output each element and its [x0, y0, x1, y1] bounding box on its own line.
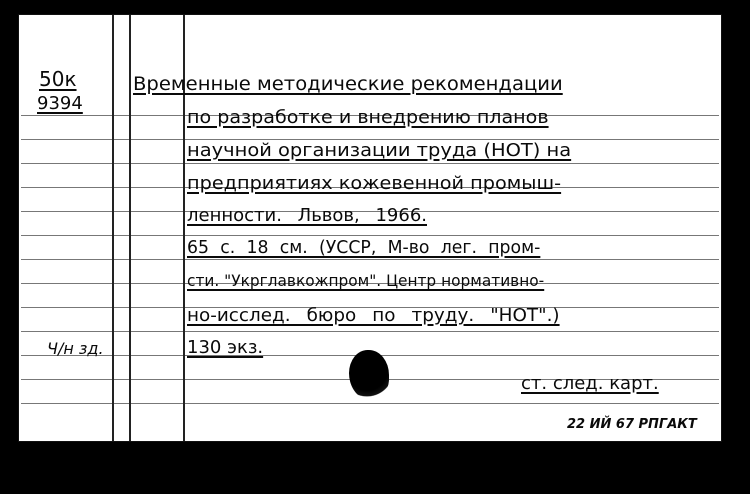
- margin-line-middle: [129, 15, 131, 441]
- card-line-1: Временные методические рекомендации: [133, 73, 563, 95]
- margin-note: Ч/н зд.: [47, 339, 104, 358]
- date-stamp: 22 ИЙ 67 РПГАКТ: [567, 417, 697, 432]
- card-line-8: но-исслед. бюро по труду. "НОТ".): [187, 305, 560, 326]
- ink-blot: [349, 350, 389, 400]
- see-next-card: ст. след. карт.: [521, 373, 659, 394]
- card-line-6: 65 с. 18 см. (УССР, М-во лег. пром-: [187, 237, 541, 258]
- card-line-7: сти. "Укрглавкожпром". Центр нормативно-: [187, 271, 545, 290]
- card-line-3: научной организации труда (НОТ) на: [187, 140, 572, 161]
- card-line-9: 130 экз.: [187, 337, 264, 358]
- ruled-line: [21, 331, 719, 332]
- card-line-5: ленности. Львов, 1966.: [187, 205, 427, 226]
- catalog-card: [18, 14, 722, 442]
- ruled-line: [21, 403, 719, 404]
- shelf-mark: 50к: [39, 67, 77, 91]
- margin-line-left: [112, 15, 114, 441]
- inventory-number: 9394: [37, 93, 83, 114]
- card-line-2: по разработке и внедрению планов: [187, 107, 549, 128]
- ruled-line: [21, 163, 719, 164]
- card-line-4: предприятиях кожевенной промыш-: [187, 173, 562, 194]
- ruled-line: [21, 235, 719, 236]
- ruled-line: [21, 259, 719, 260]
